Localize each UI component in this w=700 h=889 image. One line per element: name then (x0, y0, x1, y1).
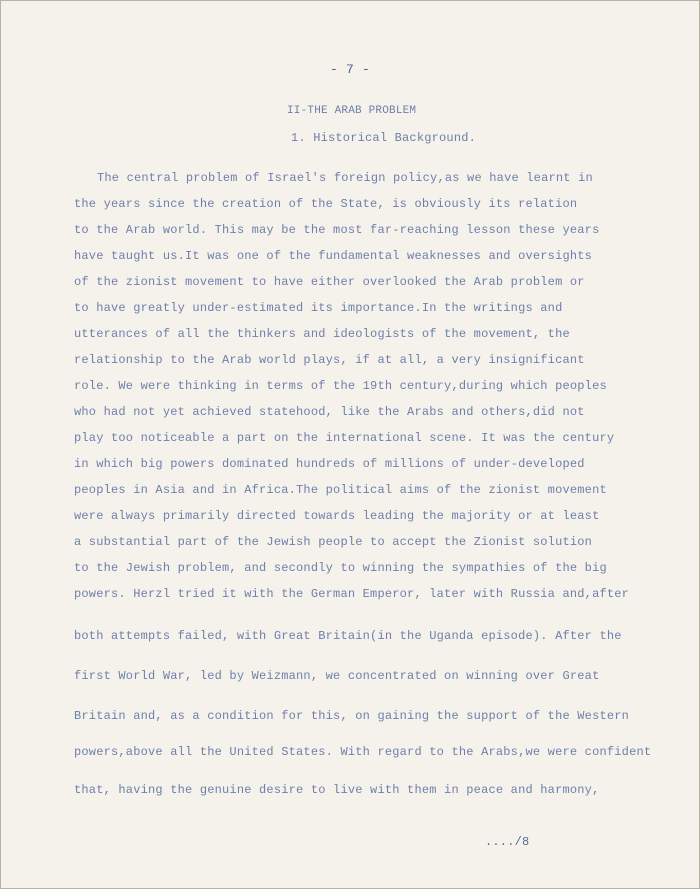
text-line: peoples in Asia and in Africa.The political aims of the zionist movement (74, 483, 607, 497)
text-line: a substantial part of the Jewish people to accept the Zionist solution (74, 535, 593, 549)
text-line: who had not yet achieved statehood, like the Arabs and others,did not (74, 405, 585, 419)
text-line: play too noticeable a part on the international scene. It was the century (74, 431, 615, 445)
text-line: utterances of all the thinkers and ideologists of the movement, the (74, 327, 570, 341)
text-line: The central problem of Israel's foreign policy,as we have learnt in (97, 171, 593, 185)
text-line: Britain and, as a condition for this, on gaining the support of the Western (74, 709, 630, 723)
page-continuation-ref: ..../8 (485, 835, 530, 849)
text-line: relationship to the Arab world plays, if at all, a very insignificant (74, 353, 585, 367)
text-line: role. We were thinking in terms of the 19th century,during which peoples (74, 379, 607, 393)
text-line: the years since the creation of the State, is obviously its relation (74, 197, 578, 211)
text-line: have taught us.It was one of the fundamental weaknesses and oversights (74, 249, 593, 263)
text-line: of the zionist movement to have either overlooked the Arab problem or (74, 275, 585, 289)
text-line: both attempts failed, with Great Britain(in the Uganda episode). After the (74, 629, 622, 643)
text-line: powers. Herzl tried it with the German Emperor, later with Russia and,after (74, 587, 630, 601)
subheading: 1. Historical Background. (291, 131, 477, 145)
text-line: to have greatly under-estimated its importance.In the writings and (74, 301, 563, 315)
text-line: to the Arab world. This may be the most far-reaching lesson these years (74, 223, 600, 237)
text-line: that, having the genuine desire to live with them in peace and harmony, (74, 783, 600, 797)
text-line: first World War, led by Weizmann, we concentrated on winning over Great (74, 669, 600, 683)
text-line: were always primarily directed towards leading the majority or at least (74, 509, 600, 523)
text-line: in which big powers dominated hundreds of millions of under-developed (74, 457, 585, 471)
text-line: powers,above all the United States. With regard to the Arabs,we were confident (74, 745, 652, 759)
page-number: - 7 - (329, 62, 370, 77)
section-heading: II-THE ARAB PROBLEM (287, 105, 417, 117)
text-line: to the Jewish problem, and secondly to winning the sympathies of the big (74, 561, 607, 575)
